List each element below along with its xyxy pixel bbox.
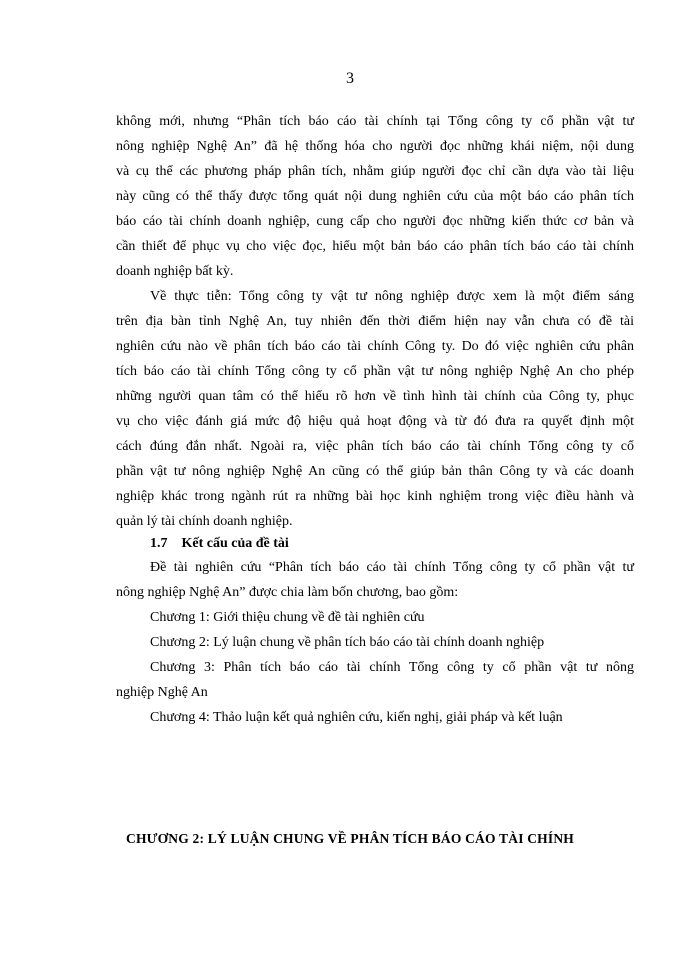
paragraph-1-line-1: không mới, nhưng “Phân tích báo cáo tài chính tại Tổng công ty cổ phần vật tư [116, 114, 634, 129]
chapter-4-item: Chương 4: Thảo luận kết quả nghiên cứu, kiến nghị, giải pháp và kết luận [150, 710, 563, 725]
paragraph-1-line-3: và cụ thể các phương pháp phân tích, nhằm giúp người đọc chỉ cần dựa vào tài liệu [116, 164, 634, 179]
paragraph-2-line-3: nghiên cứu nào về phân tích báo cáo tài chính Công ty. Do đó việc nghiên cứu phân [116, 339, 634, 354]
chapter-3-item-line-2: nghiệp Nghệ An [116, 685, 208, 700]
paragraph-1-line-7: doanh nghiệp bất kỳ. [116, 264, 234, 279]
paragraph-2-line-1: Về thực tiễn: Tổng công ty vật tư nông nghiệp được xem là một điểm sáng [150, 289, 634, 304]
section-number: 1.7 [150, 536, 168, 551]
chapter-1-item: Chương 1: Giới thiệu chung về đề tài nghiên cứu [150, 610, 425, 625]
page-number: 3 [346, 70, 354, 87]
paragraph-1-line-2: nông nghiệp Nghệ An” đã hệ thống hóa cho người đọc những khái niệm, nội dung [116, 139, 634, 154]
paragraph-3-line-2: nông nghiệp Nghệ An” được chia làm bốn chương, bao gồm: [116, 585, 459, 600]
paragraph-1-line-6: cần thiết để phục vụ cho việc đọc, hiểu một bản báo cáo phân tích báo cáo tài chính [116, 239, 634, 254]
paragraph-2-line-8: phần vật tư nông nghiệp Nghệ An cũng có thể giúp bản thân Công ty và các doanh [116, 464, 634, 479]
section-heading [150, 534, 289, 554]
paragraph-3-line-1: Đề tài nghiên cứu “Phân tích báo cáo tài chính Tổng công ty cổ phần vật tư [150, 560, 634, 575]
paragraph-2-line-10: quản lý tài chính doanh nghiệp. [116, 514, 293, 529]
section-title: Kết cấu của đề tài [181, 536, 289, 551]
paragraph-1-line-5: báo cáo tài chính doanh nghiệp, cung cấp cho người đọc những kiến thức cơ bản và [116, 214, 634, 229]
chapter-3-item-line-1: Chương 3: Phân tích báo cáo tài chính Tổng công ty cổ phần vật tư nông [150, 660, 634, 675]
chapter-2-item: Chương 2: Lý luận chung về phân tích báo cáo tài chính doanh nghiệp [150, 635, 545, 650]
paragraph-2-line-6: vụ cho việc đánh giá mức độ hiệu quả hoạt động và từ đó đưa ra quyết định một [116, 414, 634, 429]
paragraph-2-line-7: cách đúng đắn nhất. Ngoài ra, việc phân tích báo cáo tài chính Tổng công ty cổ [116, 439, 634, 454]
chapter-title: CHƯƠNG 2: LÝ LUẬN CHUNG VỀ PHÂN TÍCH BÁO CÁO TÀI CHÍNH [126, 831, 574, 846]
paragraph-2-line-9: nghiệp khác trong ngành rút ra những bài học kinh nghiệm trong việc điều hành và [116, 489, 634, 504]
paragraph-2-line-2: trên địa bàn tỉnh Nghệ An, tuy nhiên đến thời điểm hiện nay vẫn chưa có đề tài [116, 314, 634, 329]
paragraph-2-line-4: tích báo cáo tài chính Tổng công ty cổ phần vật tư nông nghiệp Nghệ An cho phép [116, 364, 634, 379]
paragraph-1-line-4: này cũng có thể thấy được tổng quát nội dung nghiên cứu của một báo cáo phân tích [116, 189, 634, 204]
paragraph-2-line-5: những người quan tâm có thể hiểu rõ hơn về tình hình tài chính của Công ty, phục [116, 389, 634, 404]
